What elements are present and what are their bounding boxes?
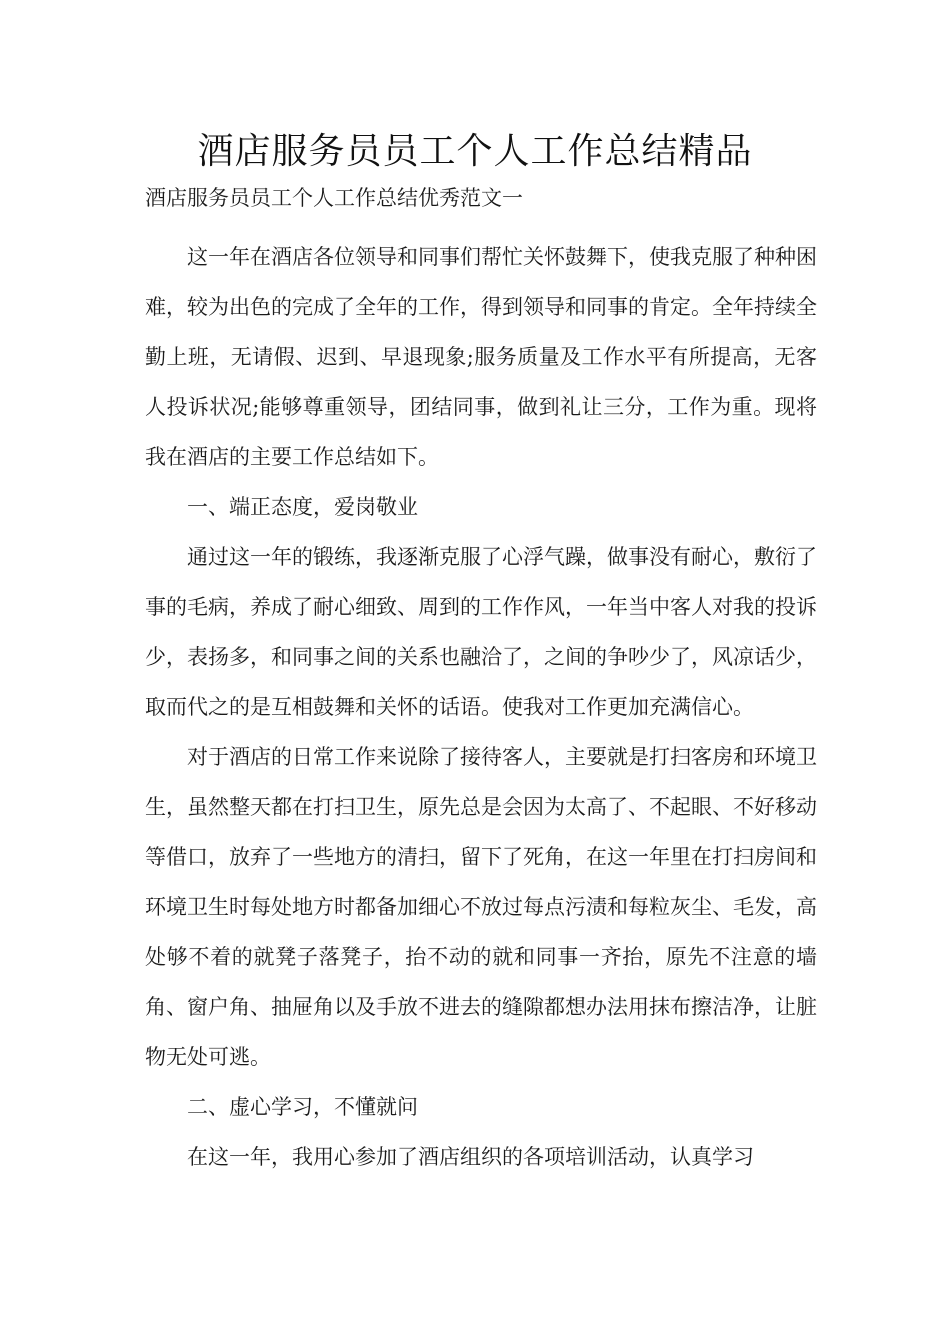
- paragraph-cleaning: 对于酒店的日常工作来说除了接待客人，主要就是打扫客房和环境卫生，虽然整天都在打扫卫生，原先总是会因为太高了、不起眼、不好移动等借口，放弃了一些地方的清扫，留下了死角，在这一年里在打扫房间和环境卫生时每处地方时都备加细心不放过每点污渍和每粒灰尘、毛发，高处够不着的就凳子落凳子，抬不动的就和同事一齐抬，原先不注意的墙角、窗户角、抽屉角以及手放不进去的缝隙都想办法用抹布擦洁净，让脏物无处可逃。: [145, 745, 817, 1069]
- document-subtitle: 酒店服务员员工个人工作总结优秀范文一: [145, 186, 523, 210]
- paragraph-learning: 在这一年，我用心参加了酒店组织的各项培训活动，认真学习: [187, 1145, 754, 1169]
- document-body: [145, 232, 817, 1182]
- document-title: 酒店服务员员工个人工作总结精品: [197, 131, 753, 172]
- section-heading-2: 二、虚心学习，不懂就问: [187, 1095, 418, 1119]
- paragraph-intro: 这一年在酒店各位领导和同事们帮忙关怀鼓舞下，使我克服了种种困难，较为出色的完成了全年的工作，得到领导和同事的肯定。全年持续全勤上班，无请假、迟到、早退现象;服务质量及工作水平有所提高，无客人投诉状况;能够尊重领导，团结同事，做到礼让三分，工作为重。现将我在酒店的主要工作总结如下。: [145, 245, 817, 469]
- paragraph-attitude: 通过这一年的锻练，我逐渐克服了心浮气躁，做事没有耐心，敷衍了事的毛病，养成了耐心细致、周到的工作作风，一年当中客人对我的投诉少，表扬多，和同事之间的关系也融洽了，之间的争吵少了，风凉话少，取而代之的是互相鼓舞和关怀的话语。使我对工作更加充满信心。: [145, 545, 817, 719]
- section-heading-1: 一、端正态度，爱岗敬业: [187, 495, 418, 519]
